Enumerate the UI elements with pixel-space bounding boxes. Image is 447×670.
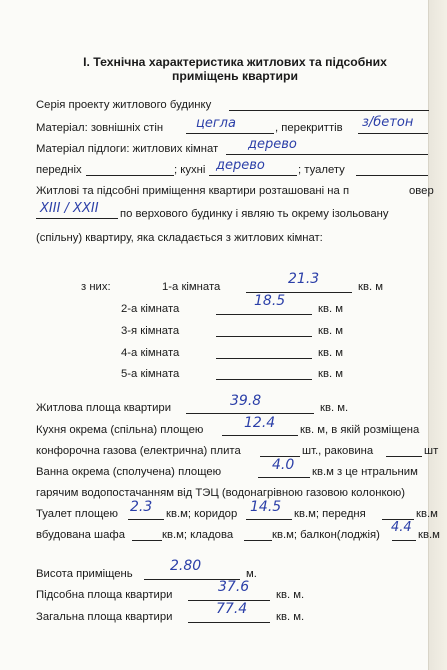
total-area-value: 77.4 (216, 601, 248, 617)
total-area-unit: кв. м. (276, 611, 305, 623)
stove-label: конфорочна газова (електрична) плита (36, 445, 241, 457)
of-them-label: з них: (81, 281, 111, 293)
toilet-area-label: Туалет площею (36, 508, 118, 520)
series-field[interactable] (229, 110, 429, 111)
toilet-floor-field[interactable] (356, 175, 428, 176)
bath-text: кв.м з це нтральним (312, 466, 418, 478)
hall-label: кв.м; передня (294, 508, 366, 520)
floor-value: дерево (248, 137, 297, 152)
location-text: Житлові та підсобні приміщення квартири розташовані на п (36, 185, 350, 197)
room-5-unit: кв. м (318, 368, 343, 380)
floor-label: Матеріал підлоги: житлових кімнат (36, 143, 219, 155)
location-text-c: по верхового будинку і являю ть окрему ізольовану (120, 208, 389, 220)
wardrobe-label: вбудована шафа (36, 529, 125, 541)
series-label: Серія проекту житлового будинку (36, 99, 212, 111)
kitchen-floor-value: дерево (216, 158, 265, 173)
room-1-value: 21.3 (288, 271, 320, 287)
room-4-unit: кв. м (318, 347, 343, 359)
bath-label: Ванна окрема (сполучена) площею (36, 466, 222, 478)
section-title-line2: приміщень квартири (172, 69, 298, 83)
living-area-label: Житлова площа квартири (36, 402, 172, 414)
total-area-field[interactable] (188, 622, 270, 623)
corridor-area-field[interactable] (246, 519, 292, 520)
kitchen-area-text: кв. м, в якій розміщена (300, 424, 420, 436)
height-value: 2.80 (170, 558, 202, 574)
room-5-field[interactable] (216, 379, 312, 380)
kitchen-area-value: 12.4 (244, 415, 276, 431)
balcony-label: кв.м; балкон(лоджія) (272, 529, 380, 541)
page-edge (428, 0, 447, 670)
height-label: Висота приміщень (36, 568, 133, 580)
kitchen-floor-label: ; кухні (174, 164, 206, 176)
living-area-field[interactable] (186, 413, 314, 414)
wardrobe-area-field[interactable] (132, 540, 162, 541)
walls-label: Матеріал: зовнішніх стін (36, 122, 164, 134)
walls-field[interactable] (186, 133, 274, 134)
ceilings-field[interactable] (358, 133, 428, 134)
living-area-unit: кв. м. (320, 402, 349, 414)
room-3-field[interactable] (216, 336, 312, 337)
stove-unit: шт., раковина (302, 445, 374, 457)
toilet-area-field[interactable] (128, 519, 164, 520)
floor-number-value: XIII / XXII (40, 201, 99, 216)
aux-area-value: 37.6 (218, 579, 250, 595)
height-unit: м. (246, 568, 257, 580)
hot-water-text: гарячим водопостачанням від ТЭЦ (водонагрівною газовою колонкою) (36, 487, 406, 499)
ceilings-label: , перекриттів (275, 122, 343, 134)
balcony-area-value: 4.4 (391, 520, 412, 535)
front-label: передніх (36, 164, 82, 176)
room-3-label: 3-я кімната (121, 325, 180, 337)
kitchen-area-field[interactable] (222, 435, 298, 436)
hall-unit: кв.м (416, 508, 438, 520)
ceilings-value: з/бетон (362, 115, 414, 130)
floor-number-field[interactable] (36, 218, 118, 219)
balcony-area-field[interactable] (392, 540, 416, 541)
room-2-label: 2-а кімната (121, 303, 180, 315)
corridor-area-value: 14.5 (250, 499, 282, 515)
location-text-b: овер (409, 185, 434, 197)
sink-count-field[interactable] (386, 456, 422, 457)
sink-unit: шт (424, 445, 439, 457)
aux-area-label: Підсобна площа квартири (36, 589, 173, 601)
total-area-label: Загальна площа квартири (36, 611, 173, 623)
bath-area-value: 4.0 (272, 457, 295, 473)
aux-area-unit: кв. м. (276, 589, 305, 601)
walls-value: цегла (196, 116, 236, 131)
room-3-unit: кв. м (318, 325, 343, 337)
living-area-value: 39.8 (230, 393, 262, 409)
storage-label: кв.м; кладова (162, 529, 234, 541)
room-1-label: 1-а кімната (162, 281, 221, 293)
corridor-label: кв.м; коридор (166, 508, 238, 520)
floor-field[interactable] (226, 154, 428, 155)
toilet-floor-label: ; туалету (298, 164, 345, 176)
location-text-d: (спільну) квартиру, яка складається з житлових кімнат: (36, 232, 323, 244)
kitchen-floor-field[interactable] (209, 175, 297, 176)
balcony-unit: кв.м (418, 529, 440, 541)
front-field[interactable] (86, 175, 174, 176)
room-1-unit: кв. м (358, 281, 383, 293)
room-4-label: 4-а кімната (121, 347, 180, 359)
kitchen-area-label: Кухня окрема (спільна) площею (36, 424, 204, 436)
section-title: I. Технічна характеристика житлових та підсобних (83, 55, 387, 69)
room-2-value: 18.5 (254, 293, 286, 309)
room-2-unit: кв. м (318, 303, 343, 315)
bath-area-field[interactable] (258, 477, 310, 478)
room-4-field[interactable] (216, 358, 312, 359)
room-5-label: 5-а кімната (121, 368, 180, 380)
toilet-area-value: 2.3 (130, 499, 153, 515)
room-2-field[interactable] (216, 314, 312, 315)
storage-area-field[interactable] (244, 540, 272, 541)
